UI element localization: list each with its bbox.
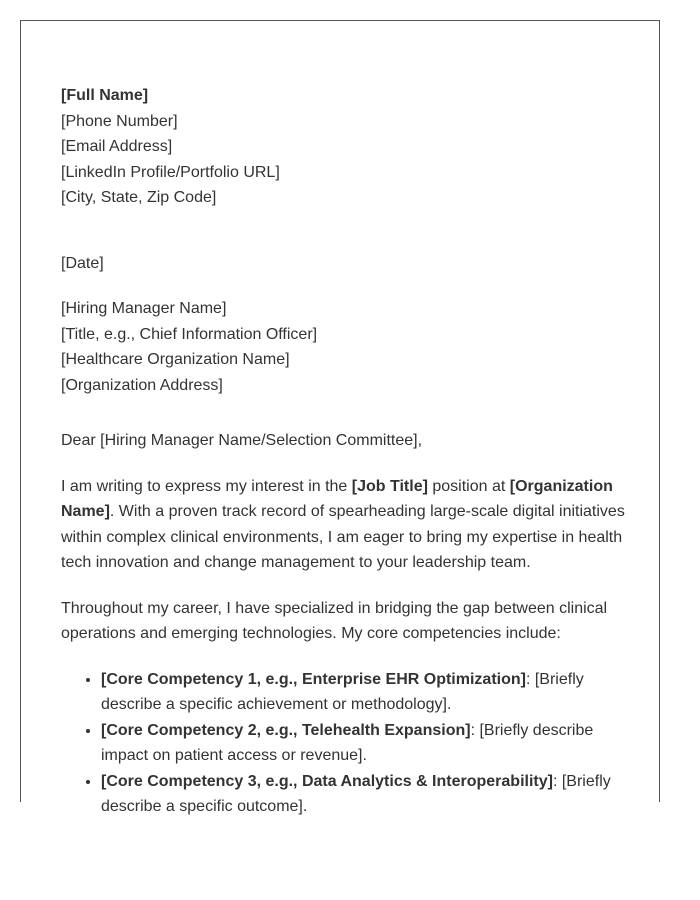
competency-title: [Core Competency 3, e.g., Data Analytics & Interoperability] <box>101 772 553 790</box>
job-title-placeholder: [Job Title] <box>351 477 428 495</box>
sender-block <box>61 83 626 211</box>
sender-location: [City, State, Zip Code] <box>61 189 217 206</box>
letter-page <box>20 20 660 815</box>
competency-item <box>101 667 626 718</box>
competency-description: : [Briefly describe impact on patient access or revenue]. <box>101 721 594 764</box>
organization-placeholder: [Organization Name] <box>61 477 613 520</box>
letter-date: [Date] <box>61 254 104 272</box>
competency-title: [Core Competency 2, e.g., Telehealth Expansion] <box>101 721 471 739</box>
competency-description: : [Briefly describe a specific outcome]. <box>101 772 611 815</box>
recipient-block <box>61 296 626 398</box>
competency-item <box>101 718 626 769</box>
competencies-list <box>61 667 626 820</box>
sender-name: [Full Name] <box>61 87 149 104</box>
letter-content <box>61 83 626 820</box>
salutation: Dear [Hiring Manager Name/Selection Committee], <box>61 432 423 449</box>
intro-text-2: position at <box>427 477 510 495</box>
competency-title: [Core Competency 1, e.g., Enterprise EHR Optimization] <box>101 670 526 688</box>
recipient-organization: [Healthcare Organization Name] <box>61 351 290 368</box>
recipient-title: [Title, e.g., Chief Information Officer] <box>61 325 318 343</box>
sender-email: [Email Address] <box>61 138 173 155</box>
intro-text-3: . With a proven track record of spearheading large-scale digital initiatives within complex clinical environments, I am eager to bring my expertise in health tech innovation and change management to your leadership team. <box>61 503 625 571</box>
recipient-name: [Hiring Manager Name] <box>61 300 227 317</box>
competencies-intro-paragraph: Throughout my career, I have specialized in bridging the gap between clinical operations and emerging technologies. My core competencies include: <box>61 599 608 642</box>
sender-linkedin: [LinkedIn Profile/Portfolio URL] <box>61 163 280 181</box>
intro-paragraph <box>61 474 626 576</box>
competency-item <box>101 769 626 820</box>
date-block <box>61 251 626 277</box>
recipient-address: [Organization Address] <box>61 376 223 394</box>
sender-phone: [Phone Number] <box>61 112 178 130</box>
intro-text-1: I am writing to express my interest in the <box>61 477 352 495</box>
competency-description: : [Briefly describe a specific achievement or methodology]. <box>101 670 584 713</box>
